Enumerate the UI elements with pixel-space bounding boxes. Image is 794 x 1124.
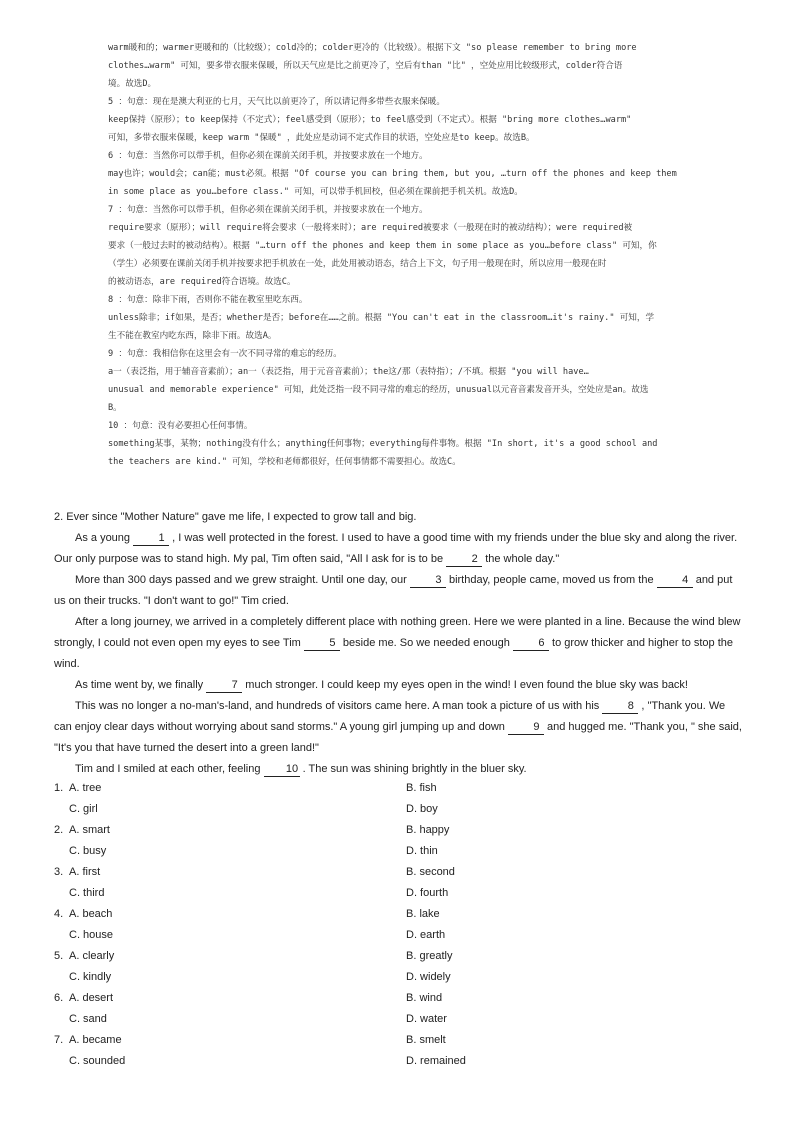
question-number: 4. — [54, 908, 64, 920]
paragraph — [54, 696, 744, 759]
option-row — [54, 863, 744, 884]
blank-8: 8 — [602, 699, 638, 714]
text: much stronger. I could keep my eyes open in the wind! I even found the blue sky was back! — [242, 679, 688, 691]
question-number: 2. — [54, 824, 64, 836]
explanation-line: 可知，多带衣服来保暖，keep warm "保暖" ，此处应是动词不定式作目的状语，空处应是to keep。故选B。 — [108, 133, 535, 143]
option-a[interactable]: A. smart — [69, 824, 110, 836]
question-number: 1. — [54, 782, 64, 794]
text: birthday, people came, moved us from the — [445, 574, 657, 586]
explanation-line: 6 ：句意：当然你可以带手机，但你必须在课前关闭手机，并按要求放在一个地方。 — [108, 151, 428, 161]
option-row — [54, 968, 744, 989]
text: Tim and I smiled at each other, feeling — [75, 763, 264, 775]
blank-10: 10 — [264, 762, 300, 777]
explanation-line: in some place as you…before class." 可知，可以带手机回校，但必须在课前把手机关机。故选D。 — [108, 187, 523, 197]
text: This was no longer a no-man's-land, and hundreds of visitors came here. A man took a picture of us with his — [75, 700, 603, 712]
option-group — [54, 905, 744, 947]
option-b[interactable]: B. happy — [406, 824, 450, 836]
option-a[interactable]: A. beach — [69, 908, 113, 920]
option-row — [54, 884, 744, 905]
text: , "Thank you. We can enjoy clear days without worrying about sand storms." A young girl jumping up and down — [54, 700, 726, 733]
blank-4: 4 — [657, 573, 693, 588]
option-b[interactable]: B. smelt — [406, 1034, 446, 1046]
text: the whole day." — [482, 553, 560, 565]
blank-6: 6 — [513, 636, 549, 651]
text: . The sun was shining brightly in the bluer sky. — [299, 763, 527, 775]
text: and hugged me. "Thank you, " she said, "It's you that have turned the desert into a green land!" — [54, 721, 742, 754]
option-b[interactable]: B. lake — [406, 908, 440, 920]
option-d[interactable]: D. water — [406, 1013, 447, 1025]
option-group — [54, 989, 744, 1031]
explanation-line: require要求（原形）；will require将会要求（一般将来时）；are required被要求（一般现在时的被动结构）；were required被 — [108, 223, 633, 233]
paragraph — [54, 759, 744, 780]
option-a[interactable]: A. became — [69, 1034, 122, 1046]
explanation-line: clothes…warm" 可知，要多带衣服来保暖，所以天气应是比之前更冷了，空后有than "比" ，空处应用比较级形式，colder符合语 — [108, 61, 623, 71]
explanation-line: B。 — [108, 403, 122, 413]
option-b[interactable]: B. wind — [406, 992, 443, 1004]
explanation-line: a一（表泛指，用于辅音音素前）；an一（表泛指，用于元音音素前）；the这/那（表特指）；/不填。根据 "you will have… — [108, 367, 589, 377]
option-c[interactable]: C. busy — [69, 845, 107, 857]
paragraph — [54, 675, 744, 696]
paragraph — [54, 612, 744, 675]
cloze-passage — [54, 507, 744, 780]
blank-7: 7 — [206, 678, 242, 693]
explanation-line: 境。故选D。 — [108, 79, 157, 89]
option-d[interactable]: D. boy — [406, 803, 438, 815]
option-row — [54, 779, 744, 800]
text: More than 300 days passed and we grew straight. Until one day, our — [75, 574, 410, 586]
answer-options — [54, 779, 744, 1073]
option-a[interactable]: A. first — [69, 866, 101, 878]
option-d[interactable]: D. earth — [406, 929, 446, 941]
option-d[interactable]: D. widely — [406, 971, 451, 983]
option-c[interactable]: C. house — [69, 929, 114, 941]
explanation-line: may也许；would会；can能；must必须。根据 "Of course you can bring them, but you, …turn off the phones and keep them — [108, 169, 677, 179]
option-group — [54, 1031, 744, 1073]
explanation-line: 5 ：句意：现在是澳大利亚的七月，天气比以前更冷了，所以请记得多带些衣服来保暖。 — [108, 97, 445, 107]
question-number: 7. — [54, 1034, 64, 1046]
question-number: 3. — [54, 866, 64, 878]
option-group — [54, 863, 744, 905]
option-d[interactable]: D. fourth — [406, 887, 449, 899]
explanation-line: warm暖和的；warmer更暖和的（比较级）；cold冷的；colder更冷的（比较级）。根据下文 "so please remember to bring more — [108, 43, 637, 53]
option-c[interactable]: C. kindly — [69, 971, 112, 983]
explanation-line: 10 ：句意：没有必要担心任何事情。 — [108, 421, 253, 431]
explanation-line: 8 ：句意：除非下雨，否则你不能在教室里吃东西。 — [108, 295, 308, 305]
option-a[interactable]: A. tree — [69, 782, 102, 794]
option-row — [54, 1031, 744, 1052]
option-group — [54, 779, 744, 821]
option-group — [54, 821, 744, 863]
blank-5: 5 — [304, 636, 340, 651]
option-row — [54, 905, 744, 926]
blank-3: 3 — [410, 573, 446, 588]
option-c[interactable]: C. girl — [69, 803, 98, 815]
explanation-line: 生不能在教室内吃东西，除非下雨。故选A。 — [108, 331, 277, 341]
text: , I was well protected in the forest. I used to have a good time with my friends under the blue sky and along the river. Our only purpose was to stand high. My pal, Tim often said, "All I ask for is to be — [54, 532, 738, 565]
option-c[interactable]: C. sand — [69, 1013, 107, 1025]
option-d[interactable]: D. remained — [406, 1055, 466, 1067]
blank-2: 2 — [446, 552, 482, 567]
text: As a young — [75, 532, 134, 544]
paragraph — [54, 570, 744, 612]
option-b[interactable]: B. greatly — [406, 950, 453, 962]
explanation-line: 7 ：句意：当然你可以带手机，但你必须在课前关闭手机，并按要求放在一个地方。 — [108, 205, 428, 215]
explanation-line: the teachers are kind." 可知，学校和老师都很好，任何事情都不需要担心。故选C。 — [108, 457, 461, 467]
question-number: 6. — [54, 992, 64, 1004]
blank-9: 9 — [508, 720, 544, 735]
option-group — [54, 947, 744, 989]
option-row — [54, 821, 744, 842]
option-b[interactable]: B. fish — [406, 782, 437, 794]
option-a[interactable]: A. desert — [69, 992, 114, 1004]
explanation-line: unless除非；if如果，是否；whether是否；before在……之前。根据 "You can't eat in the classroom…it's rainy." 可知，学 — [108, 313, 655, 323]
option-d[interactable]: D. thin — [406, 845, 438, 857]
text: After a long journey, we arrived in a completely different place with nothing green. Here we were planted in a line. Because the wind blew strongly, I could not even open my eyes to see Tim — [54, 616, 741, 649]
explanation-line: something某事，某物；nothing没有什么；anything任何事物；everything每件事物。根据 "In short, it's a good school and — [108, 439, 658, 449]
explanation-line: keep保持（原形）；to keep保持（不定式）；feel感受到（原形）；to feel感受到（不定式）。根据 "bring more clothes…warm" — [108, 115, 632, 125]
option-a[interactable]: A. clearly — [69, 950, 115, 962]
blank-1: 1 — [133, 531, 169, 546]
answer-explanation — [108, 39, 728, 471]
paragraph — [54, 528, 744, 570]
option-row — [54, 842, 744, 863]
question-number: 5. — [54, 950, 64, 962]
question-title: 2. Ever since "Mother Nature" gave me life, I expected to grow tall and big. — [54, 511, 417, 523]
option-b[interactable]: B. second — [406, 866, 455, 878]
option-row — [54, 1052, 744, 1073]
text: As time went by, we finally — [75, 679, 207, 691]
option-row — [54, 926, 744, 947]
option-row — [54, 947, 744, 968]
text: and put us on their trucks. "I don't want to go!" Tim cried. — [54, 574, 733, 607]
option-row — [54, 1010, 744, 1031]
explanation-line: 的被动语态，are required符合语境。故选C。 — [108, 277, 296, 287]
option-c[interactable]: C. sounded — [69, 1055, 126, 1067]
text: to grow thicker and higher to stop the wind. — [54, 637, 734, 670]
explanation-line: unusual and memorable experience" 可知，此处泛指一段不同寻常的难忘的经历，unusual以元音音素发音开头，空处应是an。故选 — [108, 385, 649, 395]
explanation-line: 9 ：句意：我相信你在这里会有一次不同寻常的难忘的经历。 — [108, 349, 342, 359]
option-row — [54, 989, 744, 1010]
option-row — [54, 800, 744, 821]
explanation-line: 要求（一般过去时的被动结构）。根据 "…turn off the phones and keep them in some place as you…before class" 可知，你 — [108, 241, 657, 251]
explanation-line: （学生）必须要在课前关闭手机并按要求把手机放在一处，此处用被动语态，结合上下文，句子用一般现在时，所以应用一般现在时 — [108, 259, 607, 269]
option-c[interactable]: C. third — [69, 887, 105, 899]
text: beside me. So we needed enough — [339, 637, 513, 649]
